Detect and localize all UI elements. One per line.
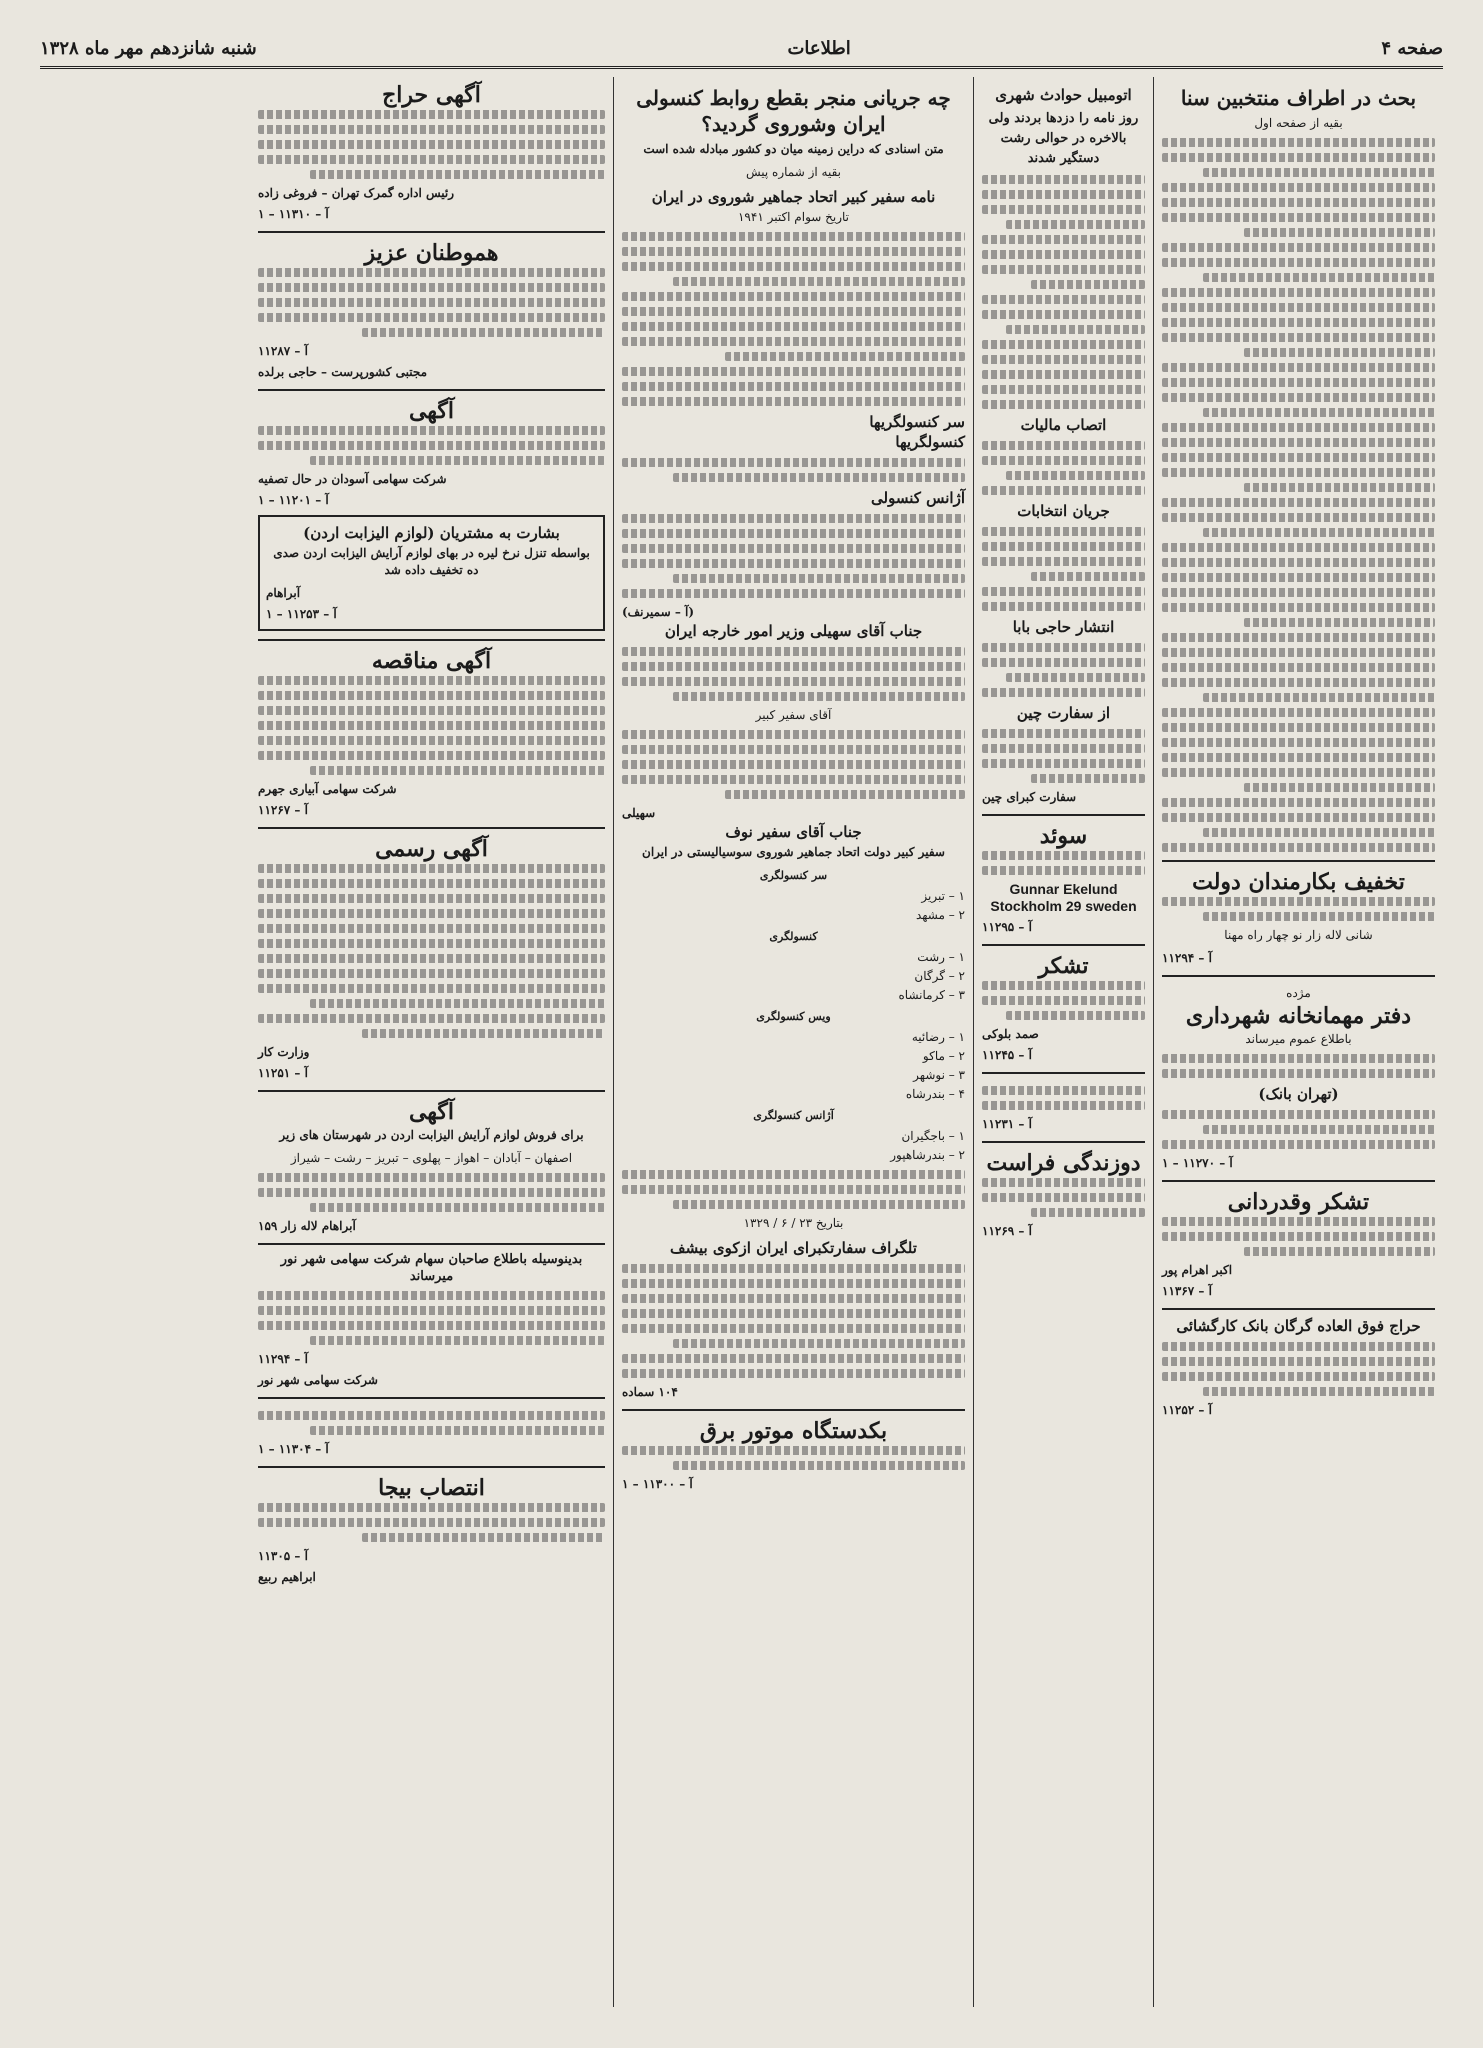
ad-generator — [622, 1409, 965, 1493]
ad-cosmetics-cities: اصفهان – آبادان – اهواز – پهلوی – تبریز – رشت – شیراز — [290, 1151, 573, 1165]
ad-employee-discount-code: آ – ۱۱۲۹۴ — [1162, 951, 1212, 965]
list-item: ۳ – نوشهر — [913, 1068, 965, 1082]
ad-tender-code: آ – ۱۱۲۶۷ — [258, 803, 308, 817]
ad-thanks-2-title: تشکر — [1038, 953, 1089, 979]
letter1-date: تاریخ سوام اکتبر ۱۹۴۱ — [737, 210, 850, 224]
issue-date: شنبه شانزدهم مهر ماه ۱۳۲۸ — [40, 37, 257, 59]
ad-generator-title: بکدستگاه موتور برق — [699, 1418, 888, 1444]
ad-auction-signature: رئیس اداره گمرک تهران – فروغی زاده — [258, 186, 455, 200]
list-item: ۲ – ماکو — [922, 1049, 965, 1063]
ad-tender — [258, 639, 605, 819]
main-sub: متن اسنادی که دراین زمینه میان دو کشور مبادله شده است — [643, 142, 944, 156]
ad-misc — [982, 1072, 1145, 1133]
main-headline: چه جریانی منجر بقطع روابط کنسولی ایران وشوروی گردید؟ — [636, 86, 951, 136]
ad-thanks — [1162, 1180, 1435, 1300]
ad-elizabeth-arden-title: بشارت به مشتریان (لوازم الیزابت اردن) — [303, 524, 560, 542]
column-city-news — [973, 77, 1153, 2007]
telegram-title: تلگراف سفارتکبرای ایران ازکوی بیشف — [670, 1239, 917, 1257]
ad-sweden-code: آ – ۱۱۲۹۵ — [982, 920, 1032, 934]
ad-appointment — [258, 1466, 605, 1586]
ad-auction-code: آ – ۱۱۳۱۰ – ۱ — [258, 207, 329, 221]
ad-municipal-hotel-code: آ – ۱۱۲۷۰ – ۱ — [1162, 1156, 1233, 1170]
ad-compatriots — [258, 231, 605, 381]
letter1-title: نامه سفیر کبیر اتحاد جماهیر شوروی در ایران — [651, 188, 936, 206]
ad-notice-signature: شرکت سهامی آسودان در حال تصفیه — [258, 472, 447, 486]
ad-employee-discount-text: شانی لاله زار نو چهار راه مهنا — [1224, 928, 1373, 942]
ad-notice-title: آگهی — [408, 398, 455, 424]
ad-official-code: آ – ۱۱۲۵۱ — [258, 1066, 308, 1080]
list-consulates-general-title: سر کنسولگری — [759, 869, 828, 882]
ad-tender-signature: شرکت سهامی آبیاری جهرم — [258, 782, 397, 796]
ad-tailor-code: آ – ۱۱۲۶۹ — [982, 1224, 1032, 1238]
ad-municipal-hotel-title: دفتر مهمانخانه شهرداری — [1185, 1003, 1412, 1029]
section-elections: جریان انتخابات — [1017, 502, 1110, 520]
list-item: ۱ – رشت — [917, 950, 965, 964]
city-news-body — [982, 175, 1145, 409]
list-item: ۴ – بندرشاه — [905, 1087, 965, 1101]
list-item: ۱ – رضائیه — [911, 1030, 965, 1044]
columns — [40, 77, 1443, 2007]
ad-auction-gorgan — [1162, 1308, 1435, 1419]
ad-cosmetics-signature: آبراهام لاله زار ۱۵۹ — [258, 1219, 356, 1233]
ad-notice-code: آ – ۱۱۲۰۱ – ۱ — [258, 493, 329, 507]
ad-shahrnoor-title: بدینوسیله باطلاع صاحبان سهام شرکت سهامی شهر نور میرساند — [280, 1252, 583, 1284]
ad-municipal-hotel-brand: (تهران بانک) — [1258, 1085, 1339, 1103]
letter2-salutation: آقای سفیر کبیر — [755, 708, 832, 722]
ad-tender-title: آگهی مناقصه — [371, 648, 492, 674]
ad-compatriots-title: هموطنان عزیز — [364, 240, 499, 266]
ad-compatriots-signature: مجتبی کشورپرست – حاجی برلده — [258, 365, 428, 379]
list-item: ۲ – بندرشاهپور — [890, 1148, 965, 1162]
section-consulates-general: سر کنسولگریها — [869, 413, 965, 431]
ad-generator-code: آ – ۱۱۳۰۰ – ۱ — [622, 1477, 693, 1491]
ad-cosmetics-sub: برای فروش لوازم آرایش الیزابت اردن در شهرستان های زیر — [279, 1128, 584, 1142]
ad-sweden — [982, 814, 1145, 936]
letter3-title: جناب آقای سفیر نوف — [725, 823, 862, 841]
column-main-article — [613, 77, 973, 2007]
ad-sweden-address: Stockholm 29 sweden — [990, 898, 1137, 914]
section-consulates: کنسولگریها — [895, 433, 965, 451]
ad-shahrnoor-signature: شرکت سهامی شهر نور — [258, 1373, 378, 1387]
section-haji-baba: انتشار حاجی بابا — [1012, 618, 1115, 636]
ad-appointment-code: آ – ۱۱۳۰۵ — [258, 1549, 308, 1563]
senate-body — [1162, 138, 1435, 852]
ad-employee-discount — [1162, 860, 1435, 967]
list-vice-consulates-title: ویس کنسولگری — [756, 1010, 831, 1023]
city-news-sub: روز نامه را دزدها بردند ولی بالاخره در حوالی رشت دستگیر شدند — [988, 111, 1139, 166]
page-number: صفحه ۴ — [1381, 37, 1443, 59]
signature-smirnov: (آ – سمیرنف) — [622, 605, 695, 619]
ad-sweden-title: سوئد — [1039, 823, 1088, 849]
list-consulates-general — [622, 888, 965, 924]
column-senate — [1153, 77, 1443, 2007]
list-item: ۲ – مشهد — [915, 908, 965, 922]
ad-notice — [258, 389, 605, 509]
ad-misc-code: آ – ۱۱۲۳۱ — [982, 1117, 1032, 1131]
ad-municipal-hotel-head: مژده — [1286, 986, 1311, 1000]
column-ads — [250, 77, 613, 2007]
list-item: ۱ – تبریز — [921, 889, 965, 903]
ad-official-signature: وزارت کار — [258, 1045, 310, 1059]
ad-tailor — [982, 1141, 1145, 1240]
list-consulates-title: کنسولگری — [769, 930, 818, 943]
ad-thanks-signature: اکبر اهرام پور — [1162, 1263, 1233, 1277]
ad-auction-title: آگهی حراج — [382, 82, 481, 108]
list-agencies-title: آژانس کنسولگری — [753, 1109, 834, 1122]
ad-thanks-2-code: آ – ۱۱۲۴۵ — [982, 1048, 1032, 1062]
ad-thanks-code: آ – ۱۱۳۶۷ — [1162, 1284, 1212, 1298]
ad-tailor-title: دوزندگی فراست — [986, 1150, 1141, 1176]
list-consulates — [622, 949, 965, 1004]
list-item: ۱ – باجگیران — [901, 1129, 965, 1143]
ad-elizabeth-arden — [258, 515, 605, 631]
senate-sub: بقیه از صفحه اول — [1254, 116, 1343, 130]
ad-thanks-title: تشکر وقدردانی — [1227, 1189, 1370, 1215]
masthead — [40, 30, 1443, 69]
ad-elizabeth-arden-text: بواسطه تنزل نرخ لیره در بهای لوازم آرایش الیزابت اردن صدی ده تخفیف داده شد — [273, 546, 590, 577]
ad-short-code: آ – ۱۱۳۰۴ – ۱ — [258, 1442, 329, 1456]
letter2-title: جناب آقای سهیلی وزیر امور خارجه ایران — [664, 622, 923, 640]
main-sub2: بقیه از شماره پیش — [745, 165, 842, 179]
ad-elizabeth-arden-signature: آبراهام — [266, 586, 301, 600]
ad-cosmetics — [258, 1090, 605, 1235]
china-embassy-signature: سفارت کبرای چین — [982, 790, 1077, 804]
ad-cosmetics-title: آگهی — [408, 1099, 455, 1125]
list-item: ۳ – کرمانشاه — [898, 988, 965, 1002]
ad-thanks-2-signature: صمد بلوکی — [982, 1027, 1039, 1041]
ad-employee-discount-title: تخفیف بکارمندان دولت — [1192, 869, 1405, 895]
ad-auction-gorgan-code: آ – ۱۱۲۵۲ — [1162, 1403, 1212, 1417]
ad-auction-gorgan-title: حراج فوق العاده گرگان بانک کارگشائی — [1176, 1317, 1421, 1335]
ad-compatriots-code: آ – ۱۱۲۸۷ — [258, 344, 308, 358]
ad-appointment-title: انتصاب بیجا — [378, 1475, 485, 1501]
ad-elizabeth-arden-code: آ – ۱۱۲۵۳ – ۱ — [266, 607, 337, 621]
list-agencies — [622, 1128, 965, 1164]
ad-official — [258, 827, 605, 1082]
ad-municipal-hotel — [1162, 975, 1435, 1172]
ad-municipal-hotel-sub: باطلاع عموم میرساند — [1245, 1032, 1352, 1046]
ad-auction — [258, 82, 605, 223]
paper-name: اطلاعات — [787, 37, 851, 59]
section-tax: اتصاب مالیات — [1020, 416, 1107, 434]
date-note: بتاریخ ۲۳ / ۶ / ۱۳۲۹ — [743, 1216, 844, 1230]
list-vice-consulates — [622, 1029, 965, 1103]
ad-official-title: آگهی رسمی — [375, 836, 488, 862]
city-news-headline: اتومبیل حوادث شهری — [995, 86, 1132, 104]
senate-headline: بحث در اطراف منتخبین سنا — [1180, 86, 1417, 110]
ad-short — [258, 1397, 605, 1458]
signature-soheili: سهیلی — [622, 806, 656, 820]
ad-sweden-name: Gunnar Ekelund — [1009, 881, 1118, 897]
list-item: ۲ – گرگان — [914, 969, 965, 983]
telegram-code: ۱۰۴ سماده — [622, 1385, 678, 1399]
section-china-embassy: از سفارت چین — [1016, 704, 1111, 722]
ad-appointment-signature: ابراهیم ربیع — [258, 1570, 316, 1584]
letter3-sub: سفیر کبیر دولت اتحاد جماهیر شوروی سوسیالیستی در ایران — [642, 845, 945, 859]
ad-thanks-2 — [982, 944, 1145, 1064]
ad-shahrnoor-code: آ – ۱۱۲۹۴ — [258, 1352, 308, 1366]
section-consular-agency: آژانس کنسولی — [871, 489, 965, 507]
ad-shahrnoor — [258, 1243, 605, 1389]
